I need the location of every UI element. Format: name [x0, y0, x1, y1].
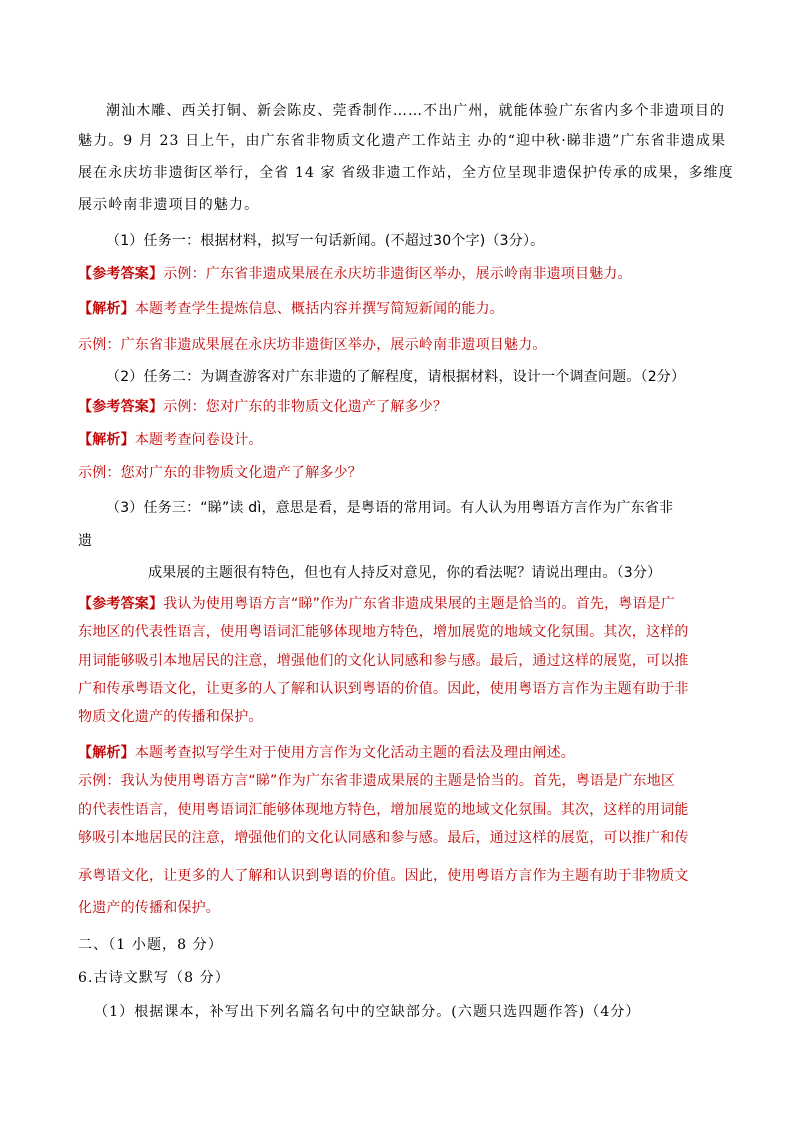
analysis-text: 本题考查拟写学生对于使用方言作为文化活动主题的看法及理由阐述。: [134, 745, 576, 761]
question-2-prompt: （2）任务二：为调查游客对广东非遗的了解程度，请根据材料，设计一个调查问题。（2分）: [106, 369, 686, 385]
question-1-analysis: [78, 298, 722, 320]
question-1-answer: [78, 263, 722, 285]
analysis-label: 【解析】: [78, 301, 135, 317]
analysis-text: 本题考查学生提炼信息、概括内容并撰写简短新闻的能力。: [134, 301, 505, 317]
question-6-subprompt: （1）根据课本，补写出下列名篇名句中的空缺部分。(六题只选四题作答)（4分）: [94, 1004, 641, 1020]
answer-label: 【参考答案】: [78, 399, 164, 415]
answer-line: 广和传承粤语文化，让更多的人了解和认识到粤语的价值。因此，使用粤语方言作为主题有助于非: [78, 681, 689, 697]
example-line: 够吸引本地居民的注意，增强他们的文化认同感和参与感。最后，通过这样的展览，可以推广和传: [78, 830, 689, 846]
question-3-prompt-line: 遗: [78, 533, 93, 549]
answer-text: 示例：您对广东的非物质文化遗产了解多少？: [163, 399, 448, 415]
material-line: 展示岭南非遗项目的魅力。: [78, 197, 260, 213]
question-3-prompt-line: 成果展的主题很有特色，但也有人持反对意见，你的看法呢？请说出理由。（3分）: [148, 565, 662, 581]
answer-line: 物质文化遗产的传播和保护。: [78, 709, 263, 725]
question-1-prompt: （1）任务一：根据材料，拟写一句话新闻。(不超过30个字)（3分）。: [106, 233, 545, 249]
analysis-text: 本题考查问卷设计。: [134, 432, 263, 448]
material-line: 展在永庆坊非遗街区举行，全省 14 家 省级非遗工作站，全方位呈现非遗保护传承的成果，多维度: [78, 165, 734, 181]
example-line: 化遗产的传播和保护。: [78, 900, 220, 916]
answer-text: 我认为使用粤语方言“睇”作为广东省非遗成果展的主题是恰当的。首先，粤语是广: [163, 596, 676, 612]
answer-text: 示例：广东省非遗成果展在永庆坊非遗街区举办，展示岭南非遗项目魅力。: [163, 266, 632, 282]
answer-label: 【参考答案】: [78, 266, 164, 282]
analysis-label: 【解析】: [78, 432, 135, 448]
material-line: 魅力。9 月 23 日上午，由广东省非物质文化遗产工作站主 办的“迎中秋·睇非遗”广东省非遗成果: [78, 133, 727, 149]
analysis-label: 【解析】: [78, 745, 135, 761]
section-heading: 二、（1 小题，8 分）: [78, 937, 223, 953]
question-2-analysis: [78, 429, 722, 451]
question-3-analysis: [78, 742, 722, 764]
question-6-title: 6.古诗文默写（8 分）: [78, 970, 230, 986]
example-line: 的代表性语言，使用粤语词汇能够体现地方特色，增加展览的地域文化氛围。其次，这样的用词能: [78, 802, 689, 818]
question-2-example: 示例：您对广东的非物质文化遗产了解多少？: [78, 465, 362, 481]
answer-line: 用词能够吸引本地居民的注意，增强他们的文化认同感和参与感。最后，通过这样的展览，可以推: [78, 653, 689, 669]
question-3-prompt-line: （3）任务三：“睇”读 dì，意思是看，是粤语的常用词。有人认为用粤语方言作为广东省非: [106, 500, 674, 516]
answer-line: 东地区的代表性语言，使用粤语词汇能够体现地方特色，增加展览的地域文化氛围。其次，这样的: [78, 624, 689, 640]
example-line: 承粤语文化，让更多的人了解和认识到粤语的价值。因此，使用粤语方言作为主题有助于非物质文: [78, 868, 689, 884]
example-line: 示例：我认为使用粤语方言“睇”作为广东省非遗成果展的主题是恰当的。首先，粤语是广东地区: [78, 773, 676, 789]
question-2-answer: [78, 396, 722, 418]
question-3-answer: [78, 593, 722, 615]
material-line: 潮汕木雕、西关打铜、新会陈皮、莞香制作……不出广州，就能体验广东省内多个非遗项目的: [106, 103, 726, 119]
question-1-example: 示例：广东省非遗成果展在永庆坊非遗街区举办，展示岭南非遗项目魅力。: [78, 337, 547, 353]
answer-label: 【参考答案】: [78, 596, 164, 612]
